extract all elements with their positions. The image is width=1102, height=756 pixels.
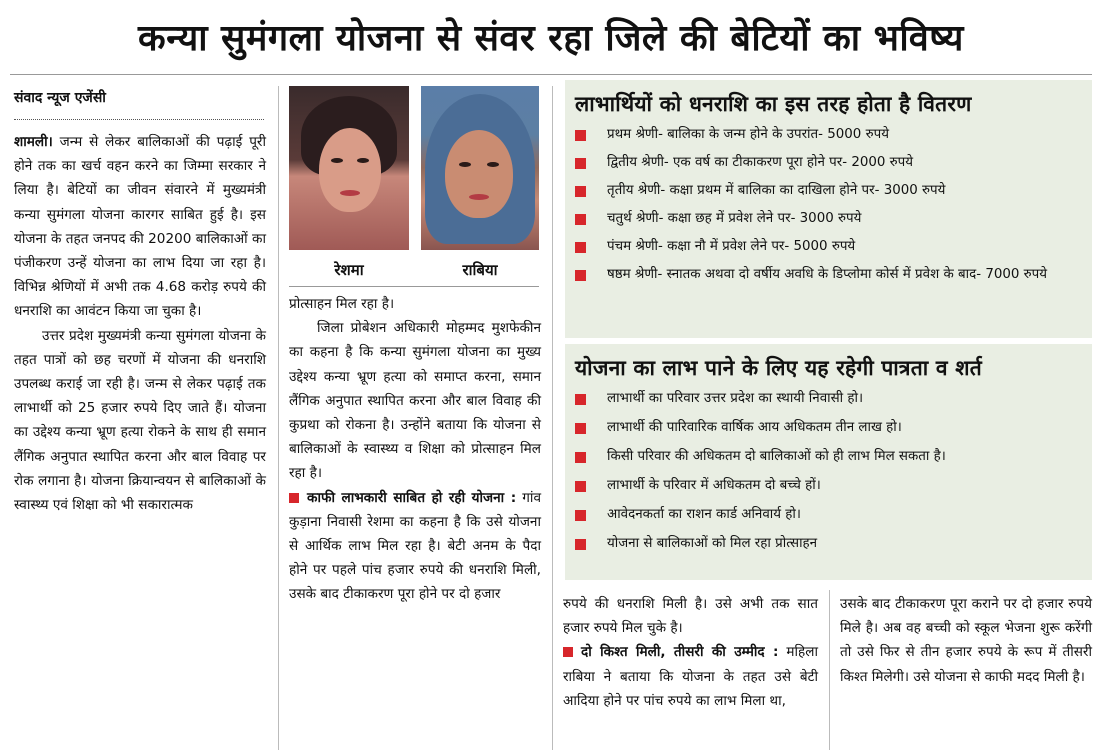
article-column-3 bbox=[563, 592, 818, 713]
eligibility-box bbox=[565, 344, 1092, 580]
caption-rule bbox=[289, 286, 539, 287]
eye-shape bbox=[459, 162, 471, 167]
bullet-square-icon bbox=[575, 423, 586, 434]
list-item-text: लाभार्थी के परिवार में अधिकतम दो बच्चे हों। bbox=[607, 478, 821, 493]
subheading: दो किश्त मिली, तीसरी की उम्मीद : bbox=[581, 644, 779, 661]
bullet-square-icon bbox=[575, 510, 586, 521]
bullet-square-icon bbox=[575, 214, 586, 225]
top-rule bbox=[10, 74, 1092, 75]
eye-shape bbox=[331, 158, 343, 163]
paragraph: जिला प्रोबेशन अधिकारी मोहम्मद मुशफेकीन का कहना है कि कन्या सुमंगला योजना का मुख्य उद्देश्य कन्या भ्रूण हत्या को समाप्त करना, समान लैंगिक अनुपात स्थापित करना और बाल विवाह की कुप्रथा को रोकना है। उन्होंने बताया कि योजना से बालिकाओं के स्वास्थ्य व शिक्षा को प्रोत्साहन मिल रहा है। bbox=[289, 320, 541, 482]
paragraph: उसके बाद टीकाकरण पूरा कराने पर दो हजार रुपये मिले है। अब वह बच्ची को स्कूल भेजना शुरू करेंगी तो उसे फिर से तीन हजार रुपये के रूप में तीसरी किश्त मिलेगी। उसे योजना से काफी मदद मिली है। bbox=[840, 596, 1092, 685]
list-item bbox=[565, 388, 1092, 410]
list-item-text: आवेदनकर्ता का राशन कार्ड अनिवार्य हो। bbox=[607, 507, 801, 522]
dateline: शामली। bbox=[14, 134, 53, 150]
bullet-square-icon bbox=[575, 158, 586, 169]
photo-caption: राबिया bbox=[462, 261, 498, 279]
list-item bbox=[565, 236, 1092, 258]
bullet-square-icon bbox=[575, 481, 586, 492]
bullet-square-icon bbox=[575, 452, 586, 463]
headline: कन्या सुमंगला योजना से संवर रहा जिले की बेटियों का भविष्य bbox=[138, 18, 964, 59]
column-divider bbox=[552, 86, 553, 750]
box-title: योजना का लाभ पाने के लिए यह रहेगी पात्रता व शर्त bbox=[575, 356, 982, 380]
paragraph: प्रोत्साहन मिल रहा है। bbox=[289, 296, 395, 312]
list-item-text: किसी परिवार की अधिकतम दो बालिकाओं को ही लाभ मिल सकता है। bbox=[607, 449, 946, 464]
lip-shape bbox=[469, 194, 489, 200]
distribution-list bbox=[565, 124, 1092, 286]
list-item-text: चतुर्थ श्रेणी- कक्षा छह में प्रवेश लेने पर- 3000 रुपये bbox=[607, 211, 862, 226]
byline: संवाद न्यूज एजेंसी bbox=[14, 88, 264, 120]
paragraph bbox=[563, 640, 818, 713]
bullet-square-icon bbox=[289, 493, 299, 503]
list-item bbox=[565, 124, 1092, 146]
subheading: काफी लाभकारी साबित हो रही योजना : bbox=[307, 489, 517, 506]
paragraph bbox=[14, 130, 266, 324]
list-item-text: तृतीय श्रेणी- कक्षा प्रथम में बालिका का दाखिला होने पर- 3000 रुपये bbox=[607, 183, 946, 198]
list-item bbox=[565, 533, 1092, 555]
column-divider bbox=[829, 590, 830, 750]
bullet-square-icon bbox=[575, 130, 586, 141]
list-item-text: द्वितीय श्रेणी- एक वर्ष का टीकाकरण पूरा होने पर- 2000 रुपये bbox=[607, 155, 914, 170]
list-item-text: प्रथम श्रेणी- बालिका के जन्म होने के उपरांत- 5000 रुपये bbox=[607, 127, 889, 142]
article-column-2 bbox=[289, 292, 541, 607]
list-item bbox=[565, 180, 1092, 202]
bullet-square-icon bbox=[563, 647, 573, 657]
paragraph bbox=[289, 486, 541, 607]
article-column-4 bbox=[840, 592, 1092, 689]
bullet-square-icon bbox=[575, 242, 586, 253]
list-item-text: लाभार्थी का परिवार उत्तर प्रदेश का स्थायी निवासी हो। bbox=[607, 391, 864, 406]
photo-reshma bbox=[289, 86, 409, 250]
face-shape bbox=[319, 128, 381, 212]
paragraph-text: महिला राबिया ने बताया कि योजना के तहत उसे बेटी आदिया होने पर पांच रुपये का लाभ मिला था, bbox=[563, 644, 818, 709]
bullet-square-icon bbox=[575, 394, 586, 405]
list-item-text: षष्ठम श्रेणी- स्नातक अथवा दो वर्षीय अवधि के डिप्लोमा कोर्स में प्रवेश के बाद- 7000 रुपये bbox=[607, 267, 1048, 282]
paragraph-text: जन्म से लेकर बालिकाओं की पढ़ाई पूरी होने तक का खर्च वहन करने का जिम्मा सरकार ने लिया है। बेटियों का जीवन संवारने में मुख्यमंत्री कन्या सुमंगला योजना कारगर साबित हुई है। इस योजना के तहत जनपद की 20200 बालिकाओं का पंजीकरण उन्हें योजना का लाभ दिया जा रहा है। विभिन्न श्रेणियों में अभी तक 4.68 करोड़ रुपये की धनराशि का आवंटन किया जा चुका है। bbox=[14, 134, 267, 320]
list-item-text: पंचम श्रेणी- कक्षा नौ में प्रवेश लेने पर- 5000 रुपये bbox=[607, 239, 856, 254]
list-item bbox=[565, 475, 1092, 497]
column-divider bbox=[278, 86, 279, 750]
list-item bbox=[565, 417, 1092, 439]
list-item bbox=[565, 152, 1092, 174]
distribution-box bbox=[565, 80, 1092, 338]
photo-caption: रेशमा bbox=[334, 261, 364, 279]
paragraph: रुपये की धनराशि मिली है। उसे अभी तक सात हजार रुपये मिल चुके है। bbox=[563, 596, 818, 637]
bullet-square-icon bbox=[575, 186, 586, 197]
face-shape bbox=[445, 130, 513, 218]
paragraph: उत्तर प्रदेश मुख्यमंत्री कन्या सुमंगला योजना के तहत पात्रों को छह चरणों में योजना की धनराशि उपलब्ध कराई जा रही है। जन्म से लेकर पढ़ाई तक लाभार्थी को 25 हजार रुपये दिए जाते हैं। योजना का उद्देश्य कन्या भ्रूण हत्या रोकने के साथ ही समान लैंगिक अनुपात स्थापित करना और बाल विवाह पर रोक लगाना है। योजना क्रियान्वयन से बालिकाओं के स्वास्थ्य एवं शिक्षा को भी सकारात्मक bbox=[14, 327, 266, 514]
bullet-square-icon bbox=[575, 539, 586, 550]
photo-rabiya bbox=[421, 86, 539, 250]
article-column-1 bbox=[14, 130, 266, 517]
list-item-text: लाभार्थी की पारिवारिक वार्षिक आय अधिकतम तीन लाख हो। bbox=[607, 420, 902, 435]
list-item bbox=[565, 208, 1092, 230]
list-item-text: योजना से बालिकाओं को मिल रहा प्रोत्साहन bbox=[607, 536, 818, 551]
list-item bbox=[565, 504, 1092, 526]
list-item bbox=[565, 446, 1092, 468]
lip-shape bbox=[340, 190, 360, 196]
box-title: लाभार्थियों को धनराशि का इस तरह होता है वितरण bbox=[575, 92, 972, 116]
paragraph-text: गांव कुड़ाना निवासी रेशमा का कहना है कि उसे योजना से आर्थिक लाभ मिल रहा है। बेटी अनम के पैदा होने पर पहले पांच हजार रुपये की धनराशि मिली, उसके बाद टीकाकरण पूरा होने पर दो हजार bbox=[289, 489, 541, 603]
list-item bbox=[565, 264, 1092, 286]
eye-shape bbox=[487, 162, 499, 167]
bullet-square-icon bbox=[575, 270, 586, 281]
eligibility-list bbox=[565, 388, 1092, 555]
eye-shape bbox=[357, 158, 369, 163]
